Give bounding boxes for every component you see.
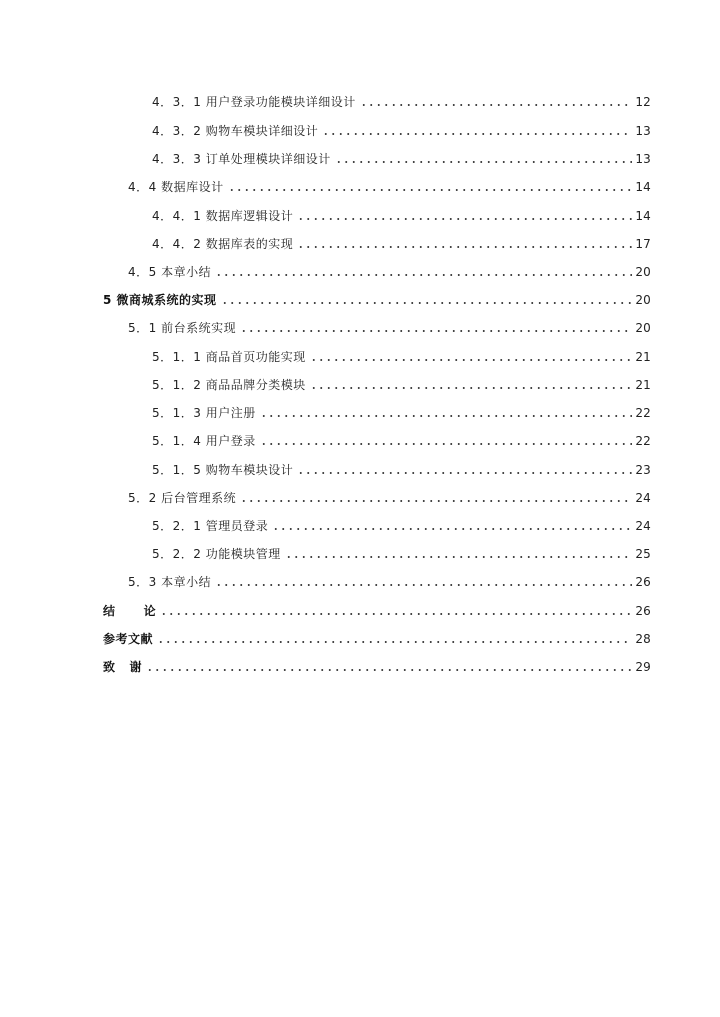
toc-entry-title: 5．3 本章小结 [128, 575, 212, 589]
toc-entry[interactable] [152, 90, 651, 110]
toc-entry[interactable] [128, 570, 651, 590]
toc-page-number: 25 [635, 547, 651, 561]
toc-entry[interactable] [103, 655, 651, 675]
toc-page-number: 22 [635, 406, 651, 420]
toc-entry[interactable] [128, 260, 651, 280]
toc-page-number: 20 [635, 321, 651, 335]
toc-entry-title: 5．1 前台系统实现 [128, 321, 237, 335]
dot-leader [146, 669, 632, 671]
toc-page-number: 26 [635, 604, 651, 618]
dot-leader [297, 246, 632, 248]
dot-leader [360, 104, 633, 106]
toc-entry-title: 5．2 后台管理系统 [128, 491, 237, 505]
dot-leader [240, 330, 632, 332]
toc-entry[interactable] [152, 401, 651, 421]
toc-entry-title: 4．4 数据库设计 [128, 180, 224, 194]
dot-leader [228, 189, 633, 191]
toc-entry[interactable] [152, 373, 651, 393]
toc-page-number: 12 [635, 95, 651, 109]
toc-entry[interactable] [152, 345, 651, 365]
dot-leader [297, 472, 632, 474]
toc-page-number: 24 [635, 491, 651, 505]
toc-page-number: 23 [635, 463, 651, 477]
toc-entry-title: 致 谢 [103, 660, 143, 674]
toc-entry-title: 4．3．3 订单处理模块详细设计 [152, 152, 331, 166]
toc-entry-title: 5．1．2 商品品牌分类模块 [152, 378, 306, 392]
dot-leader [322, 133, 632, 135]
toc-page-number: 28 [635, 632, 651, 646]
toc-entry-title: 5．2．1 管理员登录 [152, 519, 269, 533]
toc-entry[interactable] [152, 119, 651, 139]
dot-leader [160, 613, 632, 615]
toc-entry-title: 结 论 [103, 604, 157, 618]
toc-page-number: 26 [635, 575, 651, 589]
toc-page-number: 17 [635, 237, 651, 251]
toc-entry[interactable] [152, 458, 651, 478]
dot-leader [260, 443, 633, 445]
toc-page-number: 14 [635, 180, 651, 194]
toc-entry-title: 5．1．4 用户登录 [152, 434, 256, 448]
toc-entry-title: 5 微商城系统的实现 [103, 293, 217, 307]
toc-entry-title: 4．3．1 用户登录功能模块详细设计 [152, 95, 356, 109]
toc-page-number: 22 [635, 434, 651, 448]
toc-entry[interactable] [152, 204, 651, 224]
toc-page-number: 21 [635, 378, 651, 392]
toc-entry[interactable] [128, 316, 651, 336]
toc-page-number: 24 [635, 519, 651, 533]
dot-leader [260, 415, 633, 417]
toc-page-number: 21 [635, 350, 651, 364]
toc-entry[interactable] [152, 429, 651, 449]
toc-entry-title: 5．1．5 购物车模块设计 [152, 463, 294, 477]
toc-entry[interactable] [152, 232, 651, 252]
toc-page-number: 13 [635, 124, 651, 138]
toc-entry-title: 参考文献 [103, 632, 154, 646]
dot-leader [221, 302, 633, 304]
dot-leader [157, 641, 632, 643]
toc-page-number: 20 [635, 293, 651, 307]
toc-page-number: 20 [635, 265, 651, 279]
dot-leader [240, 500, 632, 502]
dot-leader [335, 161, 633, 163]
toc-page-number: 13 [635, 152, 651, 166]
dot-leader [310, 387, 633, 389]
toc-page-number: 29 [635, 660, 651, 674]
toc-entry-title: 4．5 本章小结 [128, 265, 212, 279]
toc-entry-title: 4．4．2 数据库表的实现 [152, 237, 294, 251]
toc-entry-title: 5．1．3 用户注册 [152, 406, 256, 420]
toc-entry[interactable] [103, 288, 651, 308]
dot-leader [272, 528, 632, 530]
dot-leader [297, 218, 632, 220]
toc-page-number: 14 [635, 209, 651, 223]
toc-entry-title: 4．4．1 数据库逻辑设计 [152, 209, 294, 223]
dot-leader [215, 274, 632, 276]
toc-entry[interactable] [128, 486, 651, 506]
toc-entry[interactable] [103, 627, 651, 647]
dot-leader [310, 359, 633, 361]
toc-entry[interactable] [152, 514, 651, 534]
toc-entry-title: 5．2．2 功能模块管理 [152, 547, 281, 561]
toc-entry[interactable] [152, 147, 651, 167]
dot-leader [215, 584, 632, 586]
toc-entry[interactable] [128, 175, 651, 195]
dot-leader [285, 556, 633, 558]
toc-entry[interactable] [103, 599, 651, 619]
toc-entry-title: 4．3．2 购物车模块详细设计 [152, 124, 319, 138]
toc-entry-title: 5．1．1 商品首页功能实现 [152, 350, 306, 364]
toc-entry[interactable] [152, 542, 651, 562]
